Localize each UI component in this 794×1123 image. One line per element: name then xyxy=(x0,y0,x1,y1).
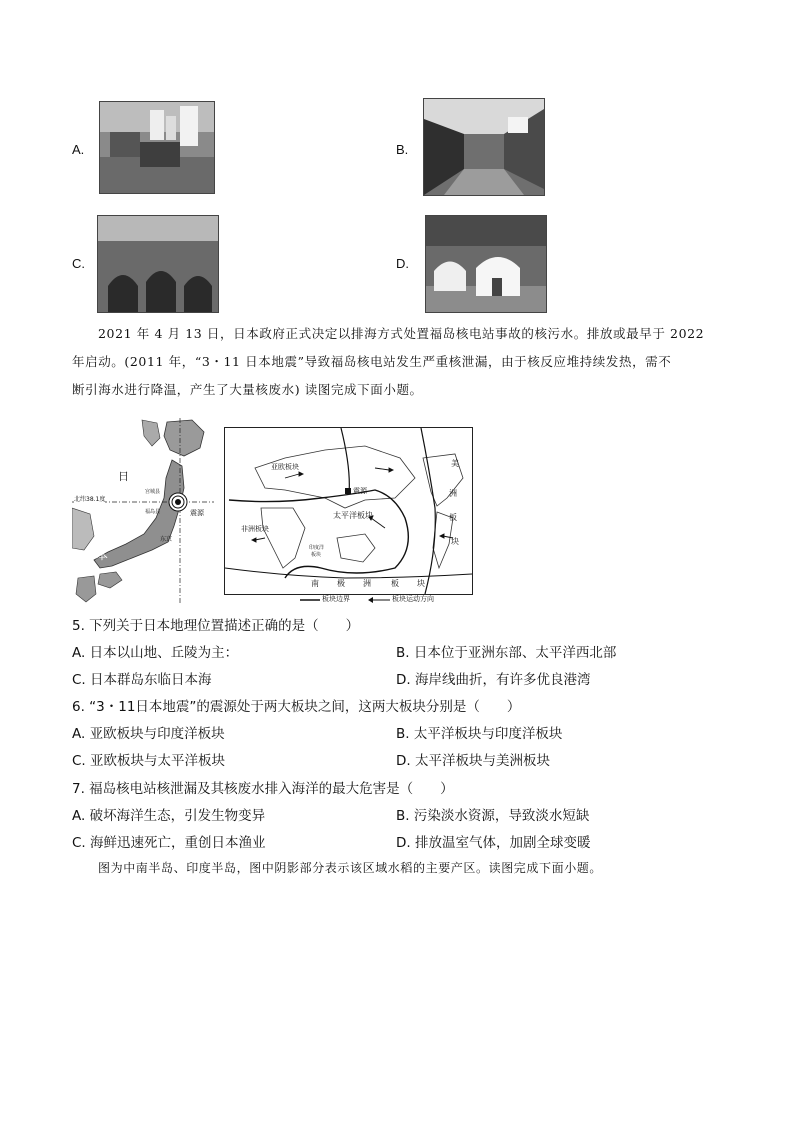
next-section-intro: 图为中南半岛、印度半岛，图中阴影部分表示该区域水稻的主要产区。读图完成下面小题。 xyxy=(98,861,603,875)
question-6-option-b: B. 太平洋板块与印度洋板块 xyxy=(396,726,563,742)
legend-direction: 板块运动方向 xyxy=(392,595,434,603)
arched-building-photo-icon xyxy=(98,216,218,312)
boundary-line-icon xyxy=(300,598,320,602)
label-antarctic-4: 板 xyxy=(391,579,399,588)
option-b-label: B. xyxy=(396,142,409,157)
japan-char-ri: 日 xyxy=(118,470,129,483)
question-7-option-d: D. 排放温室气体，加剧全球变暖 xyxy=(396,835,591,851)
option-d-label: D. xyxy=(396,256,409,271)
question-7-option-a: A. 破坏海洋生态，引发生物变异 xyxy=(72,808,266,824)
label-indian-plate-2: 板块 xyxy=(311,552,322,558)
japan-map xyxy=(72,418,214,604)
question-5-option-d: D. 海岸线曲折，有许多优良港湾 xyxy=(396,672,591,688)
question-6-option-a: A. 亚欧板块与印度洋板块 xyxy=(72,726,225,742)
option-a-label: A. xyxy=(72,142,85,157)
intro-line-2: 年启动。(2011 年，“3・11 日本地震”导致福岛核电站发生严重核泄漏，由于核反应堆持续发热，需不 xyxy=(72,354,672,369)
question-7-stem: 7. 福岛核电站核泄漏及其核废水排入海洋的最大危害是（ ） xyxy=(72,781,454,797)
question-6-option-c: C. 亚欧板块与太平洋板块 xyxy=(72,753,226,769)
label-american-2: 洲 xyxy=(449,489,457,498)
label-american-1: 美 xyxy=(451,459,459,468)
label-miyagi: 宫城县 xyxy=(145,489,161,495)
japan-char-ben: 本 xyxy=(96,548,109,562)
option-c-label: C. xyxy=(72,256,85,271)
label-antarctic-2: 极 xyxy=(337,579,345,588)
question-5-option-c: C. 日本群岛东临日本海 xyxy=(72,672,212,688)
question-5-option-b: B. 日本位于亚洲东部、太平洋西北部 xyxy=(396,645,617,661)
question-5-stem: 5. 下列关于日本地理位置描述正确的是（ ） xyxy=(72,618,360,634)
option-c-photo xyxy=(97,215,219,313)
option-b-photo xyxy=(423,98,545,196)
label-pacific-plate: 太平洋板块 xyxy=(333,511,373,520)
label-tokyo: 东京 xyxy=(160,536,173,543)
japan-epicenter-label: 震源 xyxy=(190,509,204,517)
intro-line-3: 断引海水进行降温，产生了大量核废水) 读图完成下面小题。 xyxy=(72,382,423,397)
question-5-option-a: A. 日本以山地、丘陵为主： xyxy=(72,645,239,661)
intro-line-1: 2021 年 4 月 13 日，日本政府正式决定以排海方式处置福岛核电站事故的核污水。排放或最早于 2022 xyxy=(98,326,705,341)
question-6-stem: 6. “3・11日本地震”的震源处于两大板块之间，这两大板块分别是（ ） xyxy=(72,699,521,715)
question-7-option-c: C. 海鲜迅速死亡，重创日本渔业 xyxy=(72,835,266,851)
label-american-4: 块 xyxy=(451,537,459,546)
label-eurasian-plate: 亚欧板块 xyxy=(271,463,299,471)
latitude-label: 北纬38.1度 xyxy=(74,496,106,503)
label-antarctic-3: 洲 xyxy=(363,579,371,588)
question-7-option-b: B. 污染淡水资源，导致淡水短缺 xyxy=(396,808,590,824)
town-photo-icon xyxy=(100,102,214,193)
map-legend xyxy=(300,594,480,606)
label-antarctic-5: 块 xyxy=(417,579,425,588)
label-antarctic-1: 南 xyxy=(311,579,319,588)
option-a-photo xyxy=(99,101,215,194)
label-fukushima: 福岛县 xyxy=(145,509,161,515)
world-epicenter-label: 震源 xyxy=(353,487,367,495)
question-6-option-d: D. 太平洋板块与美洲板块 xyxy=(396,753,550,769)
option-d-photo xyxy=(425,215,547,313)
world-plates-map xyxy=(224,427,473,595)
direction-arrow-icon xyxy=(368,596,390,604)
label-indian-plate-1: 印度洋 xyxy=(309,545,325,551)
yurt-photo-icon xyxy=(426,216,546,312)
label-african-plate: 非洲板块 xyxy=(241,525,269,533)
label-american-3: 板 xyxy=(449,513,457,522)
canal-street-photo-icon xyxy=(424,99,544,195)
legend-boundary: 板块边界 xyxy=(322,595,350,603)
